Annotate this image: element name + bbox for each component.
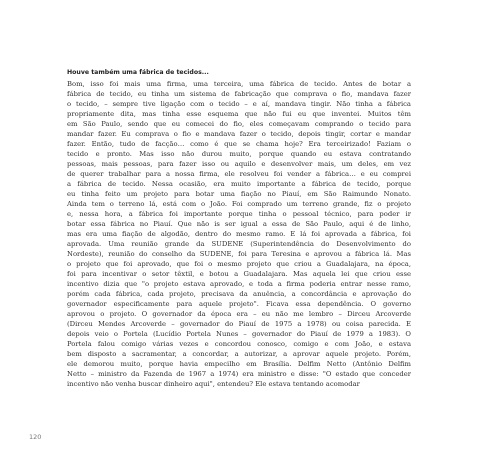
body-line: incentivo dizia que "o projeto estava aprovado, e toda a firma poderia entrar nesse ramo, — [67, 280, 411, 289]
body-line: fábrica de tecido, eu tinha um sistema de fabricação que comprava o fio, mandava fazer — [67, 90, 411, 99]
body-line: em São Paulo, sendo que eu comecei do fio, eles começavam comprando o tecido para — [67, 120, 411, 129]
body-line: bem disposto a sacramentar, a concordar, a autorizar, a aprovar aquele projeto. Porém, — [67, 350, 411, 359]
body-line: tecido e pronto. Mas isso não durou muito, porque quando eu estava contratando — [67, 150, 411, 159]
body-line: (Dirceu Mendes Arcoverde – governador do Piauí de 1975 a 1978) ou coisa parecida. E — [67, 320, 411, 329]
body-line: pessoas, mais pessoas, para fazer isso ou aquilo e desenvolver mais, um deles, em vez — [67, 160, 411, 169]
body-line: aprovou o projeto. O governador da época era – eu não me lembro – Dirceu Arcoverde — [67, 310, 411, 319]
section-heading: Houve também uma fábrica de tecidos... — [67, 69, 209, 76]
body-line: incentivo não venha buscar dinheiro aqui", entendeu? Ele estava tentando acomodar — [67, 380, 360, 389]
body-line: a fábrica de tecido. Nessa ocasião, era muito importante a fábrica de tecido, porque — [67, 180, 411, 189]
body-line: mandar fazer. Eu comprava o fio e mandava fazer o tecido, depois tingir, cortar e mandar — [67, 130, 411, 139]
body-line: porém cada fábrica, cada projeto, precisava da anuência, a concordância e aprovação do — [67, 290, 411, 299]
body-line: Ainda tem o terreno lá, está com o João. Foi comprado um terreno grande, fiz o projeto — [67, 200, 411, 209]
body-line: Bom, isso foi mais uma firma, uma terceira, uma fábrica de tecido. Antes de botar a — [67, 80, 411, 88]
body-line: governador especificamente para aquele projeto". Ficava essa dependência. O governo — [67, 300, 411, 309]
body-line: o tecido, – sempre tive ligação com o tecido – e aí, mandava tingir. Não tinha a fábrica — [67, 100, 411, 109]
body-line: o projeto que foi aprovado, que foi o mesmo projeto que criou a Guadalajara, na época, — [67, 260, 411, 269]
body-line: Portela falou comigo várias vezes e concordou conosco, comigo e com João, e estava — [67, 340, 411, 349]
body-line: de querer trabalhar para a nossa firma, ele resolveu foi vender a fábrica… e eu comprei — [67, 170, 411, 179]
body-line: foi para incentivar o setor têxtil, e botou a Guadalajara. Mas aquela lei que criou esse — [67, 270, 411, 279]
body-line: botar essa fábrica no Piauí. Que não is ser igual a essa de São Paulo, aqui é de linho, — [67, 220, 411, 229]
page-number: 120 — [29, 433, 42, 441]
body-paragraph — [67, 79, 411, 389]
body-line: e, nessa hora, a fábrica foi importante porque tinha o pessoal técnico, para poder ir — [67, 210, 411, 219]
body-line: eu tinha feito um projeto para botar uma fiação no Piauí, em São Raimundo Nonato. — [67, 190, 411, 199]
body-line: Netto – ministro da Fazenda de 1967 a 1974) era ministro e disse: "O estado que conceder — [67, 370, 411, 379]
body-line: propriamente dita, mas tinha esse esquema que não fui eu que inventei. Muitos têm — [67, 110, 411, 119]
body-line: depois veio o Portela (Lucídio Portela Nunes – governador do Piauí de 1979 a 1983). O — [67, 330, 411, 339]
body-line: mas era uma fiação de algodão, dentro do mesmo ramo. E lá foi aprovada a fábrica, foi — [67, 230, 411, 239]
body-line: aprovada. Uma reunião grande da SUDENE (Superintendência do Desenvolvimento do — [67, 240, 411, 249]
body-line: fazer. Então, tudo de facção… como é que se chama hoje? Era terceirizado! Faziam o — [67, 140, 411, 149]
body-line: ele demorou muito, porque havia empecilho em Brasília. Delfim Netto (Antônio Delfim — [67, 360, 411, 369]
body-line: Nordeste), reunião do conselho da SUDENE, foi para Teresina e aprovou a fábrica lá. Mas — [67, 250, 411, 259]
